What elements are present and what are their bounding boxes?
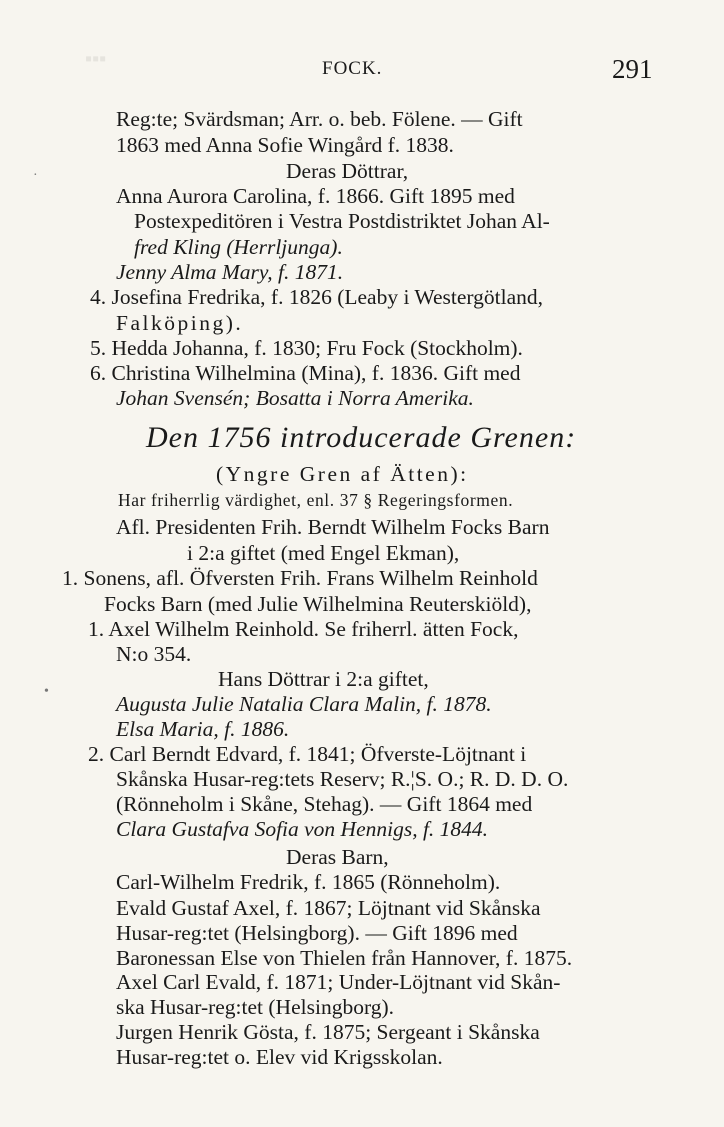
- text-line: Johan Svensén; Bosatta i Norra Amerika.: [116, 386, 474, 410]
- text-line: 5. Hedda Johanna, f. 1830; Fru Fock (Stockholm).: [90, 336, 523, 360]
- text-line: 1. Axel Wilhelm Reinhold. Se friherrl. ätten Fock,: [88, 617, 519, 641]
- page-number: 291: [612, 54, 653, 84]
- text-line: Skånska Husar-reg:tets Reserv; R.¦S. O.; R. D. D. O.: [116, 767, 569, 791]
- text-line: Jenny Alma Mary, f. 1871.: [116, 260, 344, 284]
- text-line: i 2:a giftet (med Engel Ekman),: [187, 541, 460, 565]
- text-line: Evald Gustaf Axel, f. 1867; Löjtnant vid Skånska: [116, 896, 541, 920]
- text-line: Carl-Wilhelm Fredrik, f. 1865 (Rönneholm).: [116, 870, 501, 894]
- text-line: Postexpeditören i Vestra Postdistriktet Johan Al-: [134, 209, 550, 233]
- text-line: Anna Aurora Carolina, f. 1866. Gift 1895 med: [116, 184, 515, 208]
- text-line: Augusta Julie Natalia Clara Malin, f. 1878.: [116, 692, 492, 716]
- text-line: 6. Christina Wilhelmina (Mina), f. 1836. Gift med: [90, 361, 521, 385]
- text-line: 1863 med Anna Sofie Wingård f. 1838.: [116, 133, 454, 157]
- text-line: Afl. Presidenten Frih. Berndt Wilhelm Focks Barn: [116, 515, 550, 539]
- text-line: 2. Carl Berndt Edvard, f. 1841; Öfverste-Löjtnant i: [88, 742, 527, 766]
- text-line: Clara Gustafva Sofia von Hennigs, f. 1844.: [116, 817, 489, 841]
- text-line: Deras Döttrar,: [286, 159, 409, 183]
- text-line: Axel Carl Evald, f. 1871; Under-Löjtnant vid Skån-: [116, 970, 561, 994]
- section-subtitle: (Yngre Gren af Ätten):: [216, 462, 469, 486]
- text-line: fred Kling (Herrljunga).: [134, 235, 343, 259]
- text-line: Jurgen Henrik Gösta, f. 1875; Sergeant i Skånska: [116, 1020, 540, 1044]
- text-line: Hans Döttrar i 2:a giftet,: [218, 667, 429, 691]
- margin-mark: •: [44, 684, 49, 699]
- text-line: 1. Sonens, afl. Öfversten Frih. Frans Wilhelm Reinhold: [62, 566, 538, 590]
- margin-mark: ·: [33, 168, 38, 183]
- text-line: Husar-reg:tet (Helsingborg). — Gift 1896 med: [116, 921, 518, 945]
- text-line: N:o 354.: [116, 642, 192, 666]
- page-header: [0, 52, 724, 86]
- text-line: Falköping).: [116, 311, 244, 335]
- text-line: Deras Barn,: [286, 845, 389, 869]
- section-note: Har friherrlig värdighet, enl. 37 § Regeringsformen.: [118, 490, 514, 510]
- text-line: Focks Barn (med Julie Wilhelmina Reuterskiöld),: [104, 592, 532, 616]
- text-line: Elsa Maria, f. 1886.: [116, 717, 290, 741]
- text-line: Baronessan Else von Thielen från Hannover, f. 1875.: [116, 946, 573, 970]
- text-line: ska Husar-reg:tet (Helsingborg).: [116, 995, 394, 1019]
- text-line: Husar-reg:tet o. Elev vid Krigsskolan.: [116, 1045, 443, 1069]
- bleed-through-mark: ▪▪▪: [85, 48, 107, 70]
- section-title: Den 1756 introducerade Grenen:: [146, 421, 577, 454]
- text-line: Reg:te; Svärdsman; Arr. o. beb. Fölene. — Gift: [116, 107, 523, 131]
- text-line: (Rönneholm i Skåne, Stehag). — Gift 1864 med: [116, 792, 533, 816]
- running-head: FOCK.: [322, 58, 383, 79]
- text-line: 4. Josefina Fredrika, f. 1826 (Leaby i Westergötland,: [90, 285, 544, 309]
